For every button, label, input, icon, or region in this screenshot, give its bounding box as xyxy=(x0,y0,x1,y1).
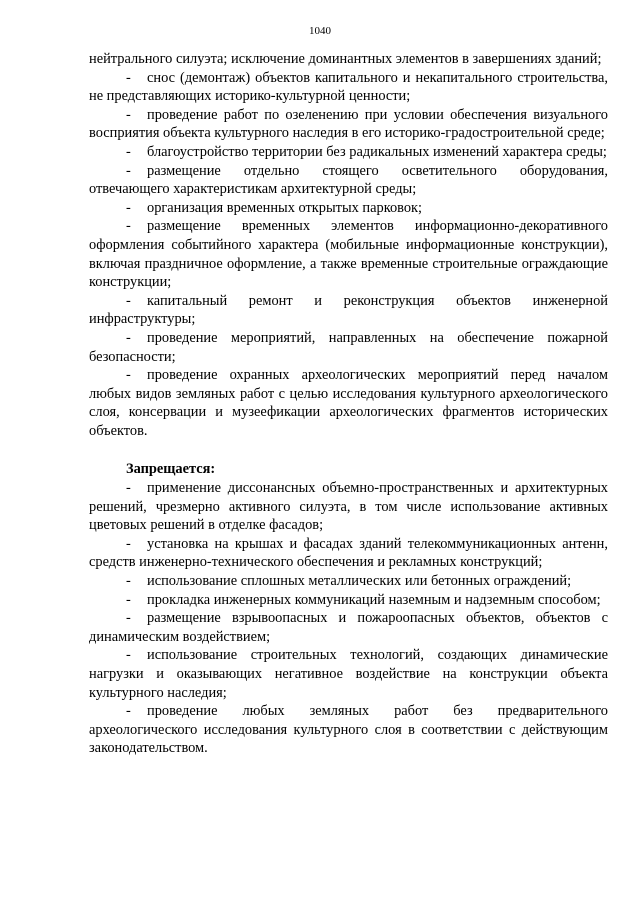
list-marker: - xyxy=(126,143,131,160)
list-item xyxy=(89,106,608,143)
list-item-text: установка на крышах и фасадах зданий телекоммуникационных антенн, средств инженерно-технического обеспечения и рекламных конструкций; xyxy=(89,535,608,571)
list-item xyxy=(89,162,608,199)
page-content xyxy=(89,50,608,758)
allowed-list xyxy=(89,69,608,441)
list-item xyxy=(89,329,608,366)
list-item-text: проведение любых земляных работ без предварительного археологического исследования культурного слоя в соответствии с действующим законодательством. xyxy=(89,703,608,757)
list-marker: - xyxy=(126,647,131,664)
list-item-text: использование строительных технологий, создающих динамические нагрузки и оказывающих негативное воздействие на конструкции объекта культурного наследия; xyxy=(89,647,608,701)
list-marker: - xyxy=(126,69,131,86)
list-item-text: размещение отдельно стоящего осветительного оборудования, отвечающего характеристикам архитектурной среды; xyxy=(89,162,608,198)
list-marker: - xyxy=(126,292,131,309)
list-item xyxy=(89,646,608,702)
prohibited-list xyxy=(89,479,608,758)
list-item xyxy=(89,217,608,291)
page-number: 1040 xyxy=(309,25,331,37)
list-item xyxy=(89,479,608,535)
list-item-text: размещение временных элементов информационно-декоративного оформления событийного характера (мобильные информационные конструкции), включая праздничное оформление, а также временные строительные ограждающие конструкции; xyxy=(89,218,608,291)
list-marker: - xyxy=(126,610,131,627)
intro-paragraph: нейтрального силуэта; исключение доминантных элементов в завершениях зданий; xyxy=(89,51,602,67)
section-heading: Запрещается: xyxy=(126,461,216,478)
list-item-text: размещение взрывоопасных и пожароопасных объектов, объектов с динамическим воздействием; xyxy=(89,610,608,645)
list-item xyxy=(89,143,608,162)
list-marker: - xyxy=(126,218,131,235)
list-item xyxy=(89,292,608,329)
list-item xyxy=(89,366,608,440)
list-item-text: использование сплошных металлических или бетонных ограждений; xyxy=(147,573,572,590)
list-item-text: проведение работ по озеленению при условии обеспечения визуального восприятия объекта культурного наследия в его историко-градостроительной среде; xyxy=(89,106,608,142)
list-item xyxy=(89,609,608,646)
list-marker: - xyxy=(126,329,131,346)
list-item-text: капитальный ремонт и реконструкция объектов инженерной инфраструктуры; xyxy=(89,292,608,328)
list-marker: - xyxy=(126,367,131,384)
list-item xyxy=(89,69,608,106)
list-item xyxy=(89,199,608,218)
list-marker: - xyxy=(126,703,131,720)
list-marker: - xyxy=(126,573,131,590)
list-item xyxy=(89,702,608,758)
list-item-text: организация временных открытых парковок; xyxy=(147,199,423,216)
list-marker: - xyxy=(126,106,131,123)
list-item-text: применение диссонансных объемно-пространственных и архитектурных решений, чрезмерно активного силуэта, в том числе использование активных цветовых решений в отделке фасадов; xyxy=(89,480,608,534)
list-item xyxy=(89,591,608,610)
list-marker: - xyxy=(126,591,131,608)
list-item-text: прокладка инженерных коммуникаций наземным и надземным способом; xyxy=(147,591,601,608)
list-item xyxy=(89,572,608,591)
list-item-text: благоустройство территории без радикальных изменений характера среды; xyxy=(147,143,607,160)
list-marker: - xyxy=(126,162,131,179)
list-item xyxy=(89,535,608,572)
list-marker: - xyxy=(126,535,131,552)
list-item-text: проведение охранных археологических мероприятий перед началом любых видов земляных работ с целью исследования культурного археологического слоя, консервации и музеефикации археологических фрагментов исторических объектов. xyxy=(89,367,608,439)
list-marker: - xyxy=(126,199,131,216)
list-marker: - xyxy=(126,480,131,497)
list-item-text: снос (демонтаж) объектов капитального и некапитального строительства, не представляющих историко-культурной ценности; xyxy=(89,69,608,105)
list-item-text: проведение мероприятий, направленных на обеспечение пожарной безопасности; xyxy=(89,329,608,365)
